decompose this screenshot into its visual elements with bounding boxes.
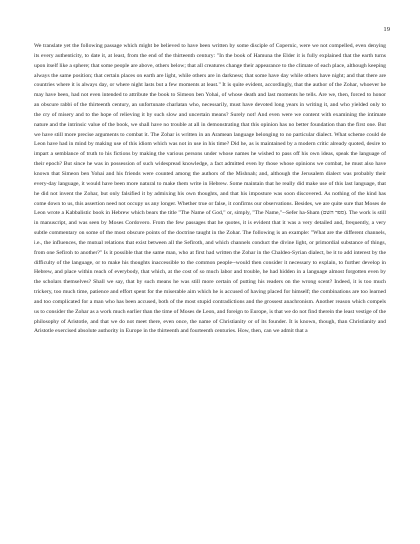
page-number: 19 <box>383 26 390 33</box>
body-paragraph: We translate yet the following passage which might be believed to have been written by some disciple of Copernic, were we not compelled, even denying its every authenticity, to date it, at least, from the end of the thirteenth century: "In the book of Hamuna the Elder it is fully explained that the earth turns upon itself like a sphere; that some people are above, others below; that all creatures change their appearance to the climate of each place, although keeping always the same position; that certain places on earth are light, while others are in darkness; that some have day while others have night; and that there are countries where it is always day, or where night lasts but a few moments at least." It is quite evident, accordingly, that the author of the Zohar, whoever he may have been, had not even intended to attribute the book to Simeon ben Yohai, of whose death and last moments he tells. Are we, then, forced to honor an obscure rabbi of the thirteenth century, an unfortunate charlatan who, necessarily, must have devoted long years in writing it, and who yielded only to the cry of misery and to the hope of relieving it by such slow and uncertain means? Surely not! And even were we content with examining the intimate nature and the intrinsic value of the book, we shall have no trouble at all in demonstrating that this opinion has no better foundation than the first one. But we have still more precise arguments to combat it. The Zohar is written in an Aramean language belonging to no particular dialect. What scheme could de Leon have had in mind by making use of this idiom which was not in use in his time? Did he, as is maintained by a modern critic already quoted, desire to impart a semblance of truth to his fictions by making the various persons under whose names he wished to pass off his own ideas, speak the language of their epoch? But since he was in possession of such widespread knowledge, a fact admitted even by those whose opinions we combat, he must also have known that Simeon ben Yohai and his friends were counted among the authors of the Mishnah; and, although the Jerusalem dialect was probably their every-day language, it would have been more natural to make them write in Hebrew. Some maintain that he really did make use of this last language, that he did not invent the Zohar, but only falsified it by admixing his own thoughts, and that his imposture was soon discovered. As nothing of the kind has come down to us, this assertion need not occupy us any longer. Whether true or false, it confirms our observations. Besides, we are quite sure that Moses de Leon wrote a Kabbalistic book in Hebrew which bears the title "The Name of God," or, simply, "The Name,"--Sefer ha-Sham (ספר השם). The work is still in manuscript, and was seen by Moses Cordovero. From the few passages that he quotes, it is evident that it was a very detailed and, frequently, a very subtle commentary on some of the most obscure points of the doctrine taught in the Zohar. The following is an example: "What are the different channels, i.e., the influences, the mutual relations that exist between all the Sefiroth, and which channels conduct the divine light, or primordial substance of things, from one Sefiroh to another?" Is it possible that the same man, who at first had written the Zohar in the Chaldeo-Syrian dialect, be it to add interest by the difficulty of the language, or to make his thoughts inaccessible to the common people--would then consider it necessary to explain, to further develop in Hebrew, and place within reach of everybody, that which, at the cost of so much labor and trouble, he had hidden in a language almost forgotten even by the scholars themselves? Shall we say, that by such means he was still more certain of putting his readers on the wrong scent? Indeed, it is too much trickery, too much time, patience and effort spent for the miserable aim which he is accused of having placed for himself; the combinations are too learned and too complicated for a man who has been accused, both of the most stupid contradictions and the grossest anachronism. Another reason which compels us to consider the Zohar as a work much earlier than the time of Moses de Leon, and foreign to Europe, is that we do not find therein the least vestige of the philosophy of Aristotle, and that we do not meet there, even once, the name of Christianity or of its founder. It is known, though, than Christianity and Aristotle exercised absolute authority in Europe in the thirteenth and fourteenth centuries. How, then, can we admit that a <box>34 43 386 335</box>
